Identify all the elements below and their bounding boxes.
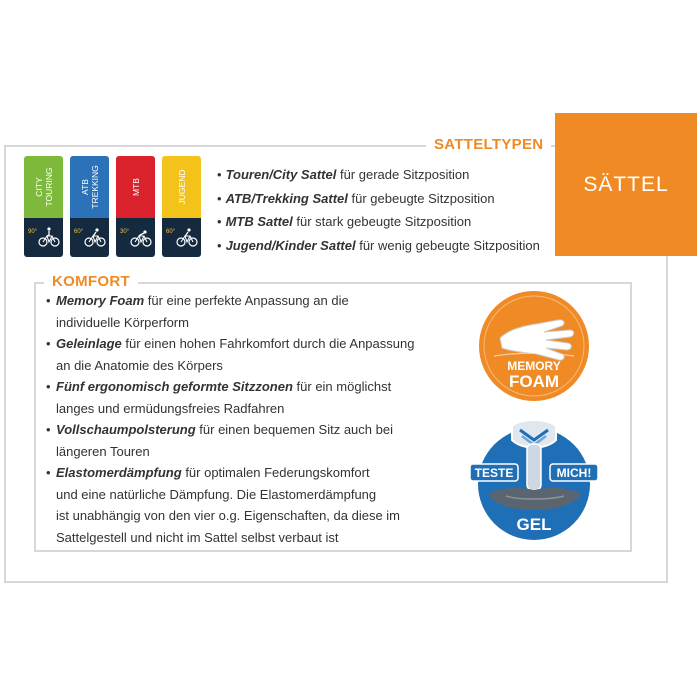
tag-atb bbox=[70, 156, 109, 257]
list-item: • ATB/Trekking Sattel für gebeugte Sitzposition bbox=[217, 190, 495, 206]
tag-jugend-line1: JUGEND bbox=[176, 169, 187, 205]
gel-badge bbox=[466, 414, 602, 544]
comfort-text: für ein möglichst bbox=[296, 379, 392, 394]
comfort-name: Elastomerdämpfung bbox=[56, 465, 182, 480]
foam-text: FOAM bbox=[508, 372, 560, 391]
list-item: • Vollschaumpolsterung für einen bequemen Sitz auch bei längeren Touren bbox=[46, 422, 393, 459]
list-item: • Fünf ergonomisch geformte Sitzzonen für ein möglichst langes und ermüdungsfreies Radfahren bbox=[46, 379, 392, 416]
comfort-text: für optimalen Federungskomfort bbox=[185, 465, 370, 480]
bike-icon bbox=[130, 226, 152, 248]
tag-city-angle: 90° bbox=[28, 229, 38, 235]
comfort-text: Sattelgestell und nicht im Sattel selbst verbaut ist bbox=[56, 529, 339, 545]
memory-text: MEMORY bbox=[507, 359, 561, 373]
page-title: SÄTTEL bbox=[583, 172, 669, 196]
comfort-text: ist unabhängig von den vier o.g. Eigenschaften, da diese im bbox=[56, 508, 401, 523]
comfort-text: und eine natürliche Dämpfung. Die Elastomerdämpfung bbox=[56, 486, 377, 502]
tag-city bbox=[24, 156, 63, 257]
list-item: • Touren/City Sattel für gerade Sitzposition bbox=[217, 167, 470, 182]
type-name: Touren/City Sattel bbox=[225, 167, 337, 182]
memory-foam-badge bbox=[478, 290, 590, 402]
list-item: • Memory Foam für eine perfekte Anpassung an die individuelle Körperform bbox=[46, 293, 349, 330]
saddle-type-list bbox=[217, 163, 540, 257]
tag-jugend-angle: 60° bbox=[166, 229, 176, 235]
tag-jugend bbox=[162, 156, 201, 257]
tag-mtb-angle: 30° bbox=[120, 229, 130, 235]
comfort-name: Geleinlage bbox=[56, 336, 122, 351]
mich-text: MICH! bbox=[556, 466, 592, 480]
bike-icon bbox=[38, 226, 60, 248]
bike-icon bbox=[176, 226, 198, 248]
list-item: • MTB Sattel für stark gebeugte Sitzposition bbox=[217, 214, 472, 229]
comfort-name: Vollschaumpolsterung bbox=[56, 422, 196, 437]
tag-atb-angle: 60° bbox=[74, 229, 84, 235]
tag-atb-line1: ATB bbox=[79, 179, 90, 195]
comfort-text: für einen bequemen Sitz auch bei bbox=[199, 422, 393, 437]
tag-city-line1: CITY bbox=[33, 177, 44, 197]
tag-mtb bbox=[116, 156, 155, 257]
section-title-types: SATTELTYPEN bbox=[426, 136, 551, 153]
comfort-name: Memory Foam bbox=[56, 293, 145, 308]
list-item: • Geleinlage für einen hohen Fahrkomfort durch die Anpassung an die Anatomie des Körpers bbox=[46, 336, 415, 373]
tag-atb-line2: TREKKING bbox=[89, 165, 100, 209]
type-name: MTB Sattel bbox=[225, 214, 293, 229]
comfort-text: individuelle Körperform bbox=[56, 314, 189, 330]
comfort-text: für eine perfekte Anpassung an die bbox=[147, 293, 349, 308]
type-desc: für wenig gebeugte Sitzposition bbox=[359, 237, 540, 253]
comfort-text: langes und ermüdungsfreies Radfahren bbox=[56, 400, 285, 416]
comfort-text: an die Anatomie des Körpers bbox=[56, 357, 223, 373]
bike-icon bbox=[84, 226, 106, 248]
type-desc: für gerade Sitzposition bbox=[339, 167, 470, 182]
gel-text: GEL bbox=[516, 515, 552, 534]
tag-city-line2: TOURING bbox=[43, 167, 54, 207]
list-item: • Elastomerdämpfung für optimalen Federungskomfort und eine natürliche Dämpfung. Die Elastomerdämpfung ist unabhängig von den vier o.g. Eigenschaften, da diese im Sattelgestell und nicht im Sattel selbst verbaut ist bbox=[46, 465, 401, 545]
comfort-list bbox=[46, 290, 426, 548]
section-title-comfort: KOMFORT bbox=[44, 273, 138, 290]
type-desc: für gebeugte Sitzposition bbox=[351, 190, 495, 206]
comfort-text: für einen hohen Fahrkomfort durch die Anpassung bbox=[125, 336, 415, 351]
tag-mtb-line1: MTB bbox=[130, 178, 141, 196]
comfort-text: längeren Touren bbox=[56, 443, 150, 459]
teste-text: TESTE bbox=[474, 466, 514, 480]
title-box bbox=[555, 113, 697, 256]
type-name: Jugend/Kinder Sattel bbox=[225, 237, 356, 253]
type-name: ATB/Trekking Sattel bbox=[225, 190, 348, 206]
comfort-name: Fünf ergonomisch geformte Sitzzonen bbox=[56, 379, 293, 394]
type-desc: für stark gebeugte Sitzposition bbox=[296, 214, 472, 229]
list-item: • Jugend/Kinder Sattel für wenig gebeugte Sitzposition bbox=[217, 237, 540, 253]
